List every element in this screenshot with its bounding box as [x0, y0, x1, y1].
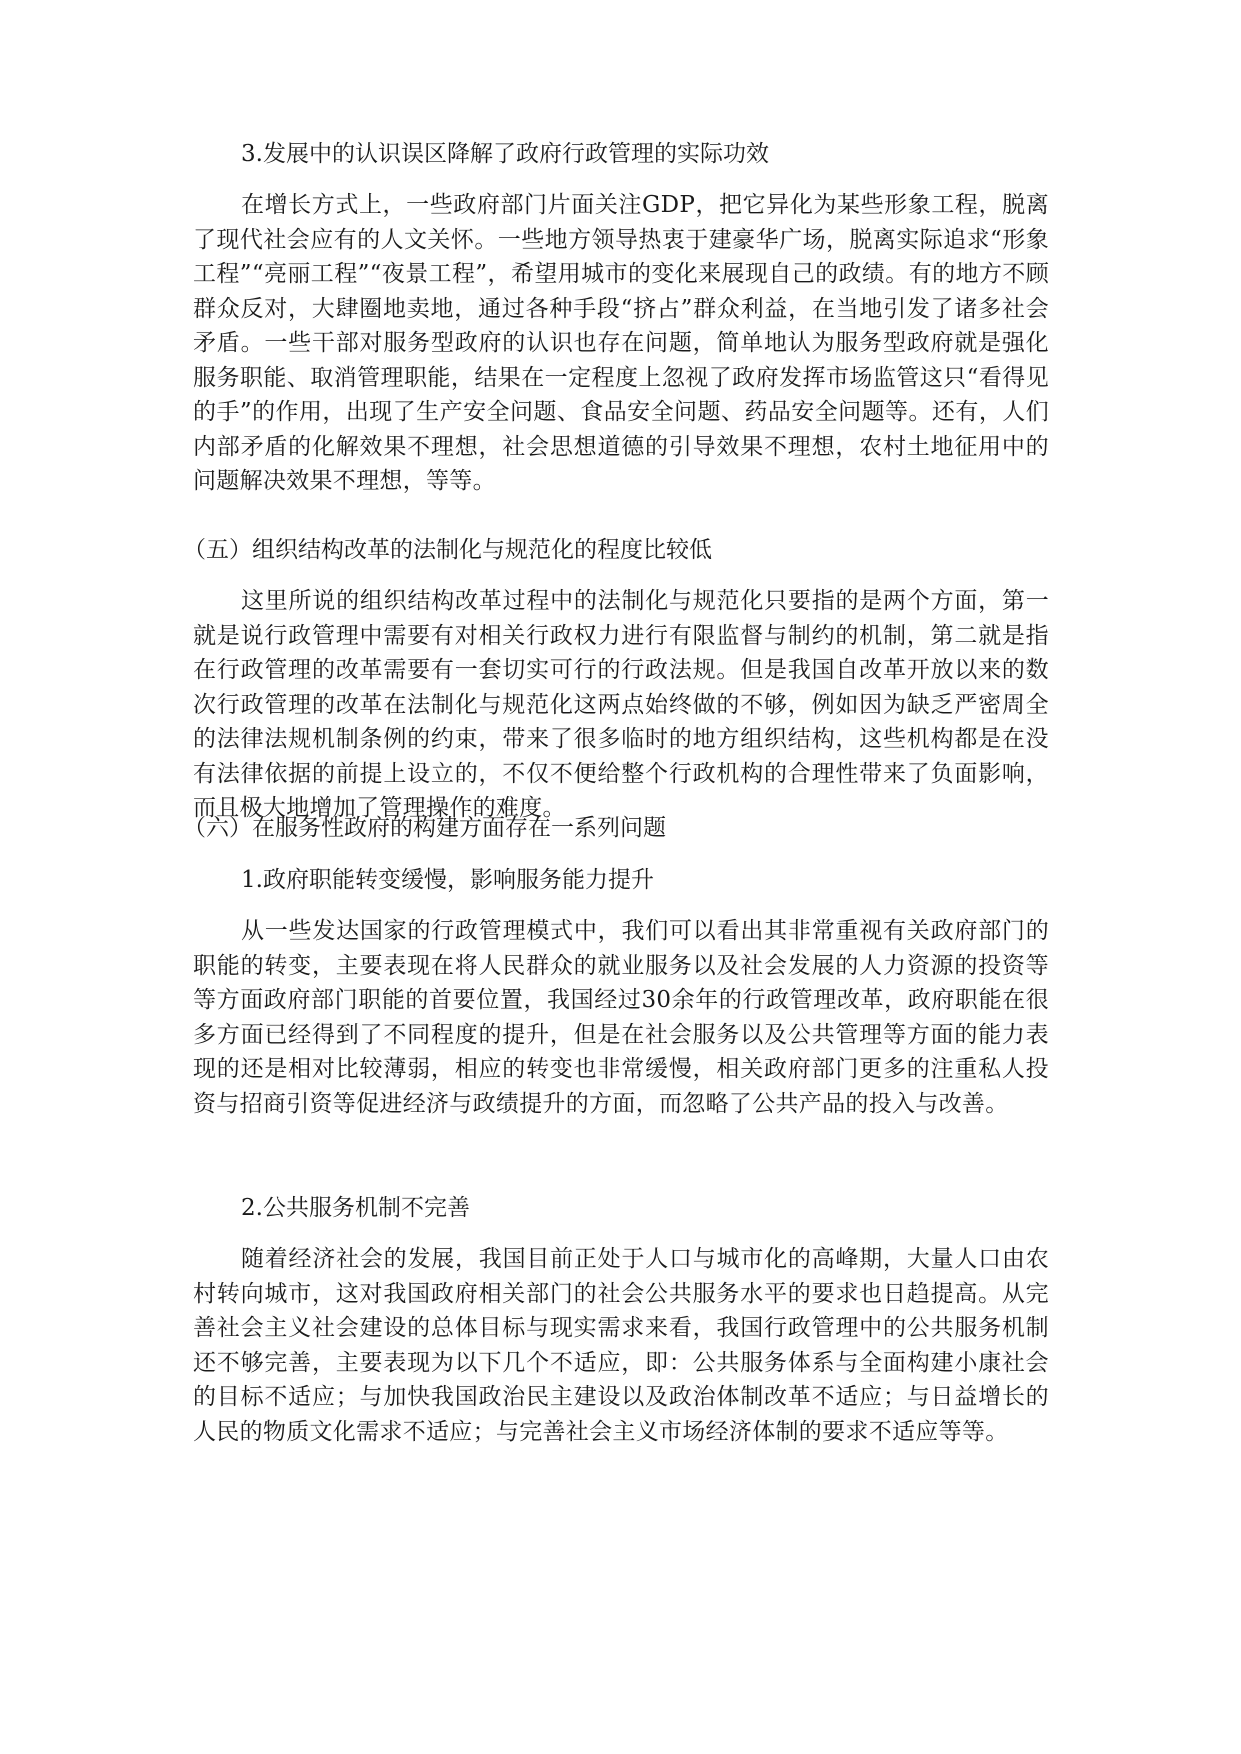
section-heading-5: （五）组织结构改革的法制化与规范化的程度比较低: [183, 537, 712, 563]
subsection-heading-1: 1.政府职能转变缓慢，影响服务能力提升: [241, 867, 654, 893]
paragraph-misconceptions: 在增长方式上，一些政府部门片面关注GDP，把它异化为某些形象工程，脱离了现代社会应有的人文关怀。一些地方领导热衷于建豪华广场，脱离实际追求“形象工程”“亮丽工程”“夜景工程”，希望用城市的变化来展现自己的政绩。有的地方不顾群众反对，大肆圈地卖地，通过各种手段“挤占”群众利益，在当地引发了诸多社会矛盾。一些干部对服务型政府的认识也存在问题，简单地认为服务型政府就是强化服务职能、取消管理职能，结果在一定程度上忽视了政府发挥市场监管这只“看得见的手”的作用，出现了生产安全问题、食品安全问题、药品安全问题等。还有，人们内部矛盾的化解效果不理想，社会思想道德的引导效果不理想，农村土地征用中的问题解决效果不理想，等等。: [193, 192, 1049, 494]
paragraph-function-transformation: 从一些发达国家的行政管理模式中，我们可以看出其非常重视有关政府部门的职能的转变，主要表现在将人民群众的就业服务以及社会发展的人力资源的投资等等方面政府部门职能的首要位置，我国经过30余年的行政管理改革，政府职能在很多方面已经得到了不同程度的提升，但是在社会服务以及公共管理等方面的能力表现的还是相对比较薄弱，相应的转变也非常缓慢，相关政府部门更多的注重私人投资与招商引资等促进经济与政绩提升的方面，而忽略了公共产品的投入与改善。: [193, 918, 1049, 1117]
subsection-heading-2: 2.公共服务机制不完善: [241, 1195, 470, 1221]
paragraph-public-service: 随着经济社会的发展，我国目前正处于人口与城市化的高峰期，大量人口由农村转向城市，这对我国政府相关部门的社会公共服务水平的要求也日趋提高。从完善社会主义社会建设的总体目标与现实需求来看，我国行政管理中的公共服务机制还不够完善，主要表现为以下几个不适应，即：公共服务体系与全面构建小康社会的目标不适应；与加快我国政治民主建设以及政治体制改革不适应；与日益增长的人民的物质文化需求不适应；与完善社会主义市场经济体制的要求不适应等等。: [193, 1246, 1049, 1445]
paragraph-legalization: 这里所说的组织结构改革过程中的法制化与规范化只要指的是两个方面，第一就是说行政管理中需要有对相关行政权力进行有限监督与制约的机制，第二就是指在行政管理的改革需要有一套切实可行的行政法规。但是我国自改革开放以来的数次行政管理的改革在法制化与规范化这两点始终做的不够，例如因为缺乏严密周全的法律法规机制条例的约束，带来了很多临时的地方组织结构，这些机构都是在没有法律依据的前提上设立的，不仅不便给整个行政机构的合理性带来了负面影响，而且极大地增加了管理操作的难度。: [193, 588, 1049, 821]
document-page: [183, 0, 1049, 1754]
section-heading-3: 3.发展中的认识误区降解了政府行政管理的实际功效: [241, 141, 769, 167]
section-heading-6: （六）在服务性政府的构建方面存在一系列问题: [183, 815, 666, 841]
